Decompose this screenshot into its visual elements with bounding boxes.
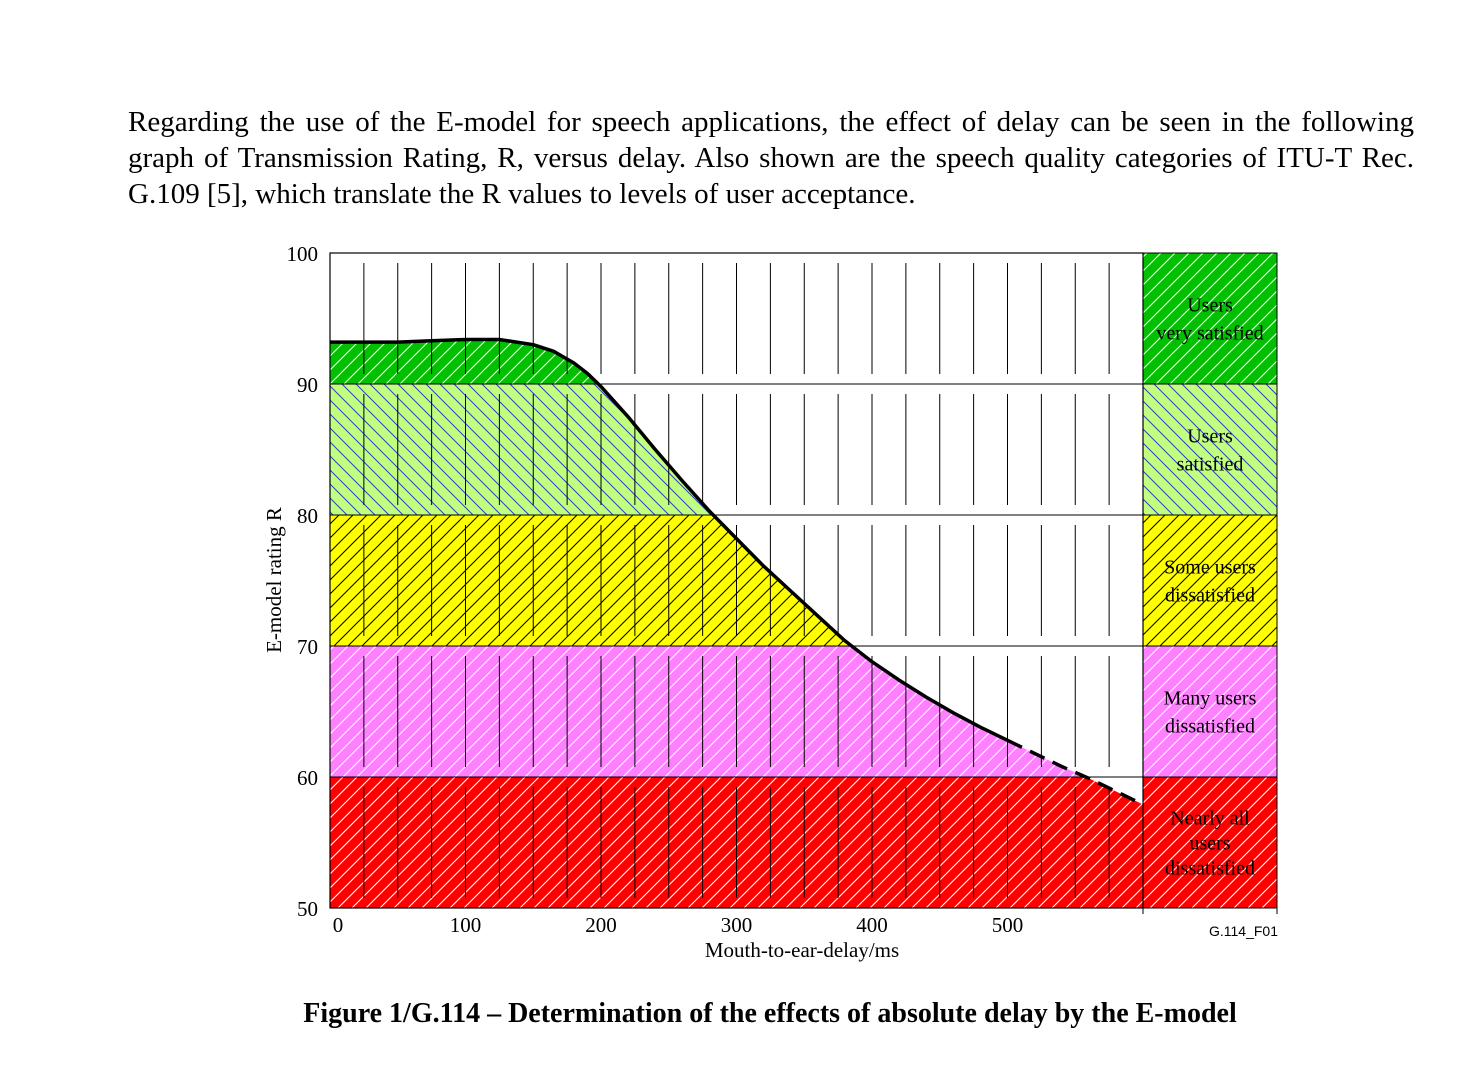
legend-label: dissatisfied bbox=[1165, 584, 1255, 607]
legend-label: users bbox=[1189, 832, 1231, 855]
intro-paragraph: Regarding the use of the E-model for speech applications, the effect of delay can be seen in the following graph of Transmission Rating, R, versus delay. Also shown are the speech quality categories of ITU-T Rec. G.109 [5], which translate the R values to levels of user acceptance. bbox=[128, 106, 1414, 210]
legend-box-0 bbox=[1143, 253, 1277, 384]
legend-box-2 bbox=[1143, 515, 1277, 646]
legend-label: Some users bbox=[1164, 556, 1256, 579]
x-tick-label: 500 bbox=[991, 913, 1024, 937]
y-tick-label: 70 bbox=[297, 635, 318, 659]
figure-caption: Figure 1/G.114 – Determination of the effects of absolute delay by the E-model bbox=[303, 998, 1237, 1029]
legend-box-1 bbox=[1143, 384, 1277, 515]
x-tick-label: 200 bbox=[585, 913, 617, 937]
y-tick-label: 80 bbox=[297, 504, 318, 528]
legend-box-4 bbox=[1143, 777, 1277, 908]
x-tick-label: 400 bbox=[856, 913, 888, 937]
legend-label: Users bbox=[1187, 294, 1233, 317]
legend-label: Many users bbox=[1163, 687, 1257, 710]
legend-label: Users bbox=[1187, 425, 1233, 448]
y-tick-label: 100 bbox=[286, 242, 318, 266]
category-legend bbox=[1143, 253, 1277, 908]
y-tick-label: 50 bbox=[297, 897, 318, 921]
x-tick-label: 100 bbox=[449, 913, 482, 937]
figure-id: G.114_F01 bbox=[1208, 923, 1278, 939]
y-axis-label: E-model rating R bbox=[262, 507, 286, 653]
x-tick-label: 0 bbox=[332, 913, 344, 937]
legend-label: dissatisfied bbox=[1165, 715, 1255, 738]
legend-label: satisfied bbox=[1176, 453, 1244, 476]
legend-label: Nearly all bbox=[1170, 807, 1250, 830]
legend-box-3 bbox=[1143, 646, 1277, 777]
y-tick-label: 90 bbox=[297, 373, 318, 397]
x-axis-label: Mouth-to-ear-delay/ms bbox=[704, 938, 900, 962]
y-tick-label: 60 bbox=[297, 766, 318, 790]
legend-label: dissatisfied bbox=[1165, 857, 1255, 880]
legend-label: very satisfied bbox=[1156, 322, 1264, 345]
x-tick-label: 300 bbox=[720, 913, 753, 937]
